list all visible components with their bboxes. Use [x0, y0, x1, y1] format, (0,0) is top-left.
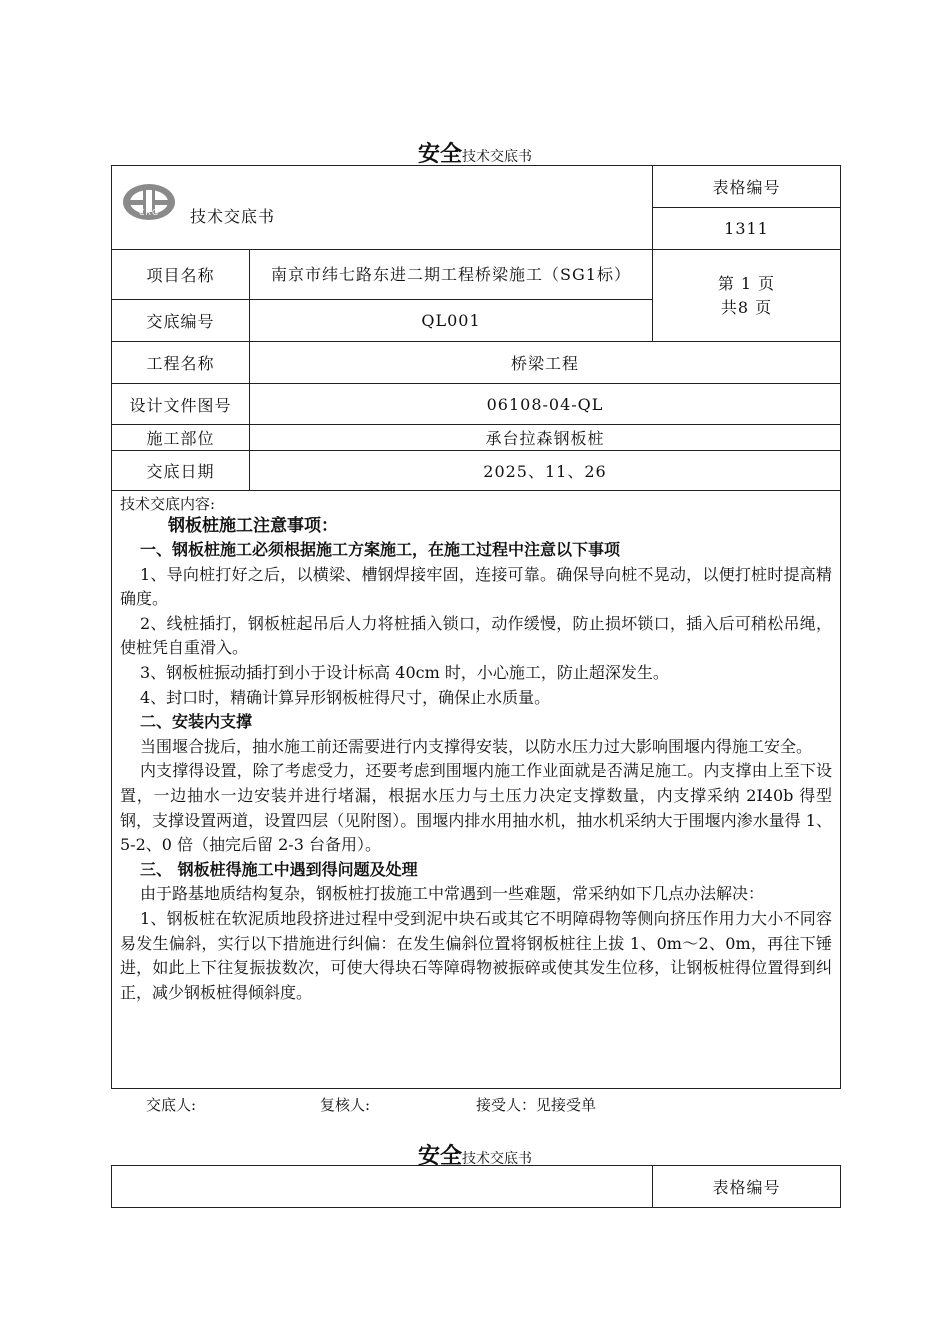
form-no-label: 表格编号 [653, 166, 841, 208]
section-3-heading: 三、 钢板桩得施工中遇到得问题及处理 [140, 859, 418, 879]
section-2-heading: 二、安装内支撑 [140, 712, 253, 732]
location-value: 承台拉森钢板桩 [250, 425, 841, 451]
code-value: QL001 [250, 300, 653, 342]
title-bold: 安全 [417, 141, 462, 167]
form2-logo-cell [112, 1166, 653, 1208]
project-name-label: 项目名称 [112, 250, 250, 300]
section-1-paragraph: 4、封口时，精确计算异形钢板桩得尺寸，确保止水质量。 [140, 687, 551, 707]
date-value: 2025、11、26 [250, 451, 841, 491]
disclosure-form [111, 165, 841, 1089]
page-info-cell [653, 250, 841, 342]
content-intro: 技术交底内容: [120, 495, 216, 513]
code-label: 交底编号 [112, 300, 250, 342]
section-1-paragraph: 2、线桩插打，钢板桩起吊后人力将桩插入锁口，动作缓慢，防止损坏锁口，插入后可稍松吊绳，使桩凭自重滑入。 [120, 613, 832, 658]
page-total: 共8 页 [720, 297, 773, 317]
title2-rest: 技术交底书 [462, 1151, 532, 1167]
section-3-paragraph: 由于路基地质结构复杂，钢板桩打拔施工中常遇到一些难题，常采纳如下几点办法解决： [140, 884, 765, 904]
date-label: 交底日期 [112, 451, 250, 491]
work-name-value: 桥梁工程 [250, 342, 841, 384]
section-3-paragraph: 1、钢板桩在软泥质地段挤进过程中受到泥中块石或其它不明障碍物等侧向挤压作用力大小不同容易发生偏斜，实行以下措施进行纠偏：在发生偏斜位置将钢板桩往上拔 1、0m～2、0m，再往下锤进，如此上下往复振拔数次，可使大得块石等障碍物被振碎或使其发生位移，让钢板桩得位置得到纠正，减少钢板桩得倾斜度。 [120, 908, 832, 1002]
company-logo-icon [122, 182, 176, 222]
section-1-paragraph: 3、钢板桩振动插打到小于设计标高 40cm 时，小心施工，防止超深发生。 [140, 662, 669, 682]
location-label: 施工部位 [112, 425, 250, 451]
section-2-paragraph: 内支撑得设置，除了考虑受力，还要考虑到围堰内施工作业面就是否满足施工。内支撑由上至下设置，一边抽水一边安装并进行堵漏，根据水压力与土压力决定支撑数量，内支撑采纳 2I40b 得型钢，支撑设置两道，设置四层（见附图）。围堰内排水用抽水机，抽水机采纳大于围堰内渗水量得 1、5-2、0 倍（抽完后留 2-3 台备用）。 [120, 761, 832, 855]
main-heading: 钢板桩施工注意事项： [168, 516, 338, 536]
reviewer-label: 复核人: [320, 1096, 371, 1114]
project-name-value: 南京市纬七路东进二期工程桥梁施工（SG1标） [250, 250, 653, 300]
receiver-label: 接受人：见接受单 [476, 1096, 597, 1114]
drawing-label: 设计文件图号 [112, 384, 250, 425]
logo-cell [112, 166, 653, 250]
title-rest: 技术交底书 [462, 149, 532, 165]
page-number: 第 1 页 [717, 273, 776, 293]
section-1-heading: 一、钢板桩施工必须根据施工方案施工，在施工过程中注意以下事项 [140, 540, 621, 559]
form2-no-label: 表格编号 [653, 1166, 841, 1208]
section-1-paragraph: 1、导向桩打好之后，以横梁、槽钢焊接牢固，连接可靠。确保导向桩不晃动，以便打桩时提高精确度。 [120, 564, 832, 609]
title2-bold: 安全 [417, 1143, 462, 1169]
svg-text:CRG: CRG [138, 208, 160, 217]
content-cell [112, 491, 841, 1089]
section-2-paragraph: 当围堰合拢后，抽水施工前还需要进行内支撑得安装，以防水压力过大影响围堰内得施工安全。 [140, 736, 813, 756]
disclosure-form-2 [111, 1165, 841, 1208]
drawing-value: 06108-04-QL [250, 384, 841, 425]
work-name-label: 工程名称 [112, 342, 250, 384]
discloser-label: 交底人: [146, 1096, 197, 1114]
logo-text: 技术交底书 [190, 207, 276, 226]
document-title [0, 137, 950, 168]
form-no-value: 1311 [653, 208, 841, 250]
